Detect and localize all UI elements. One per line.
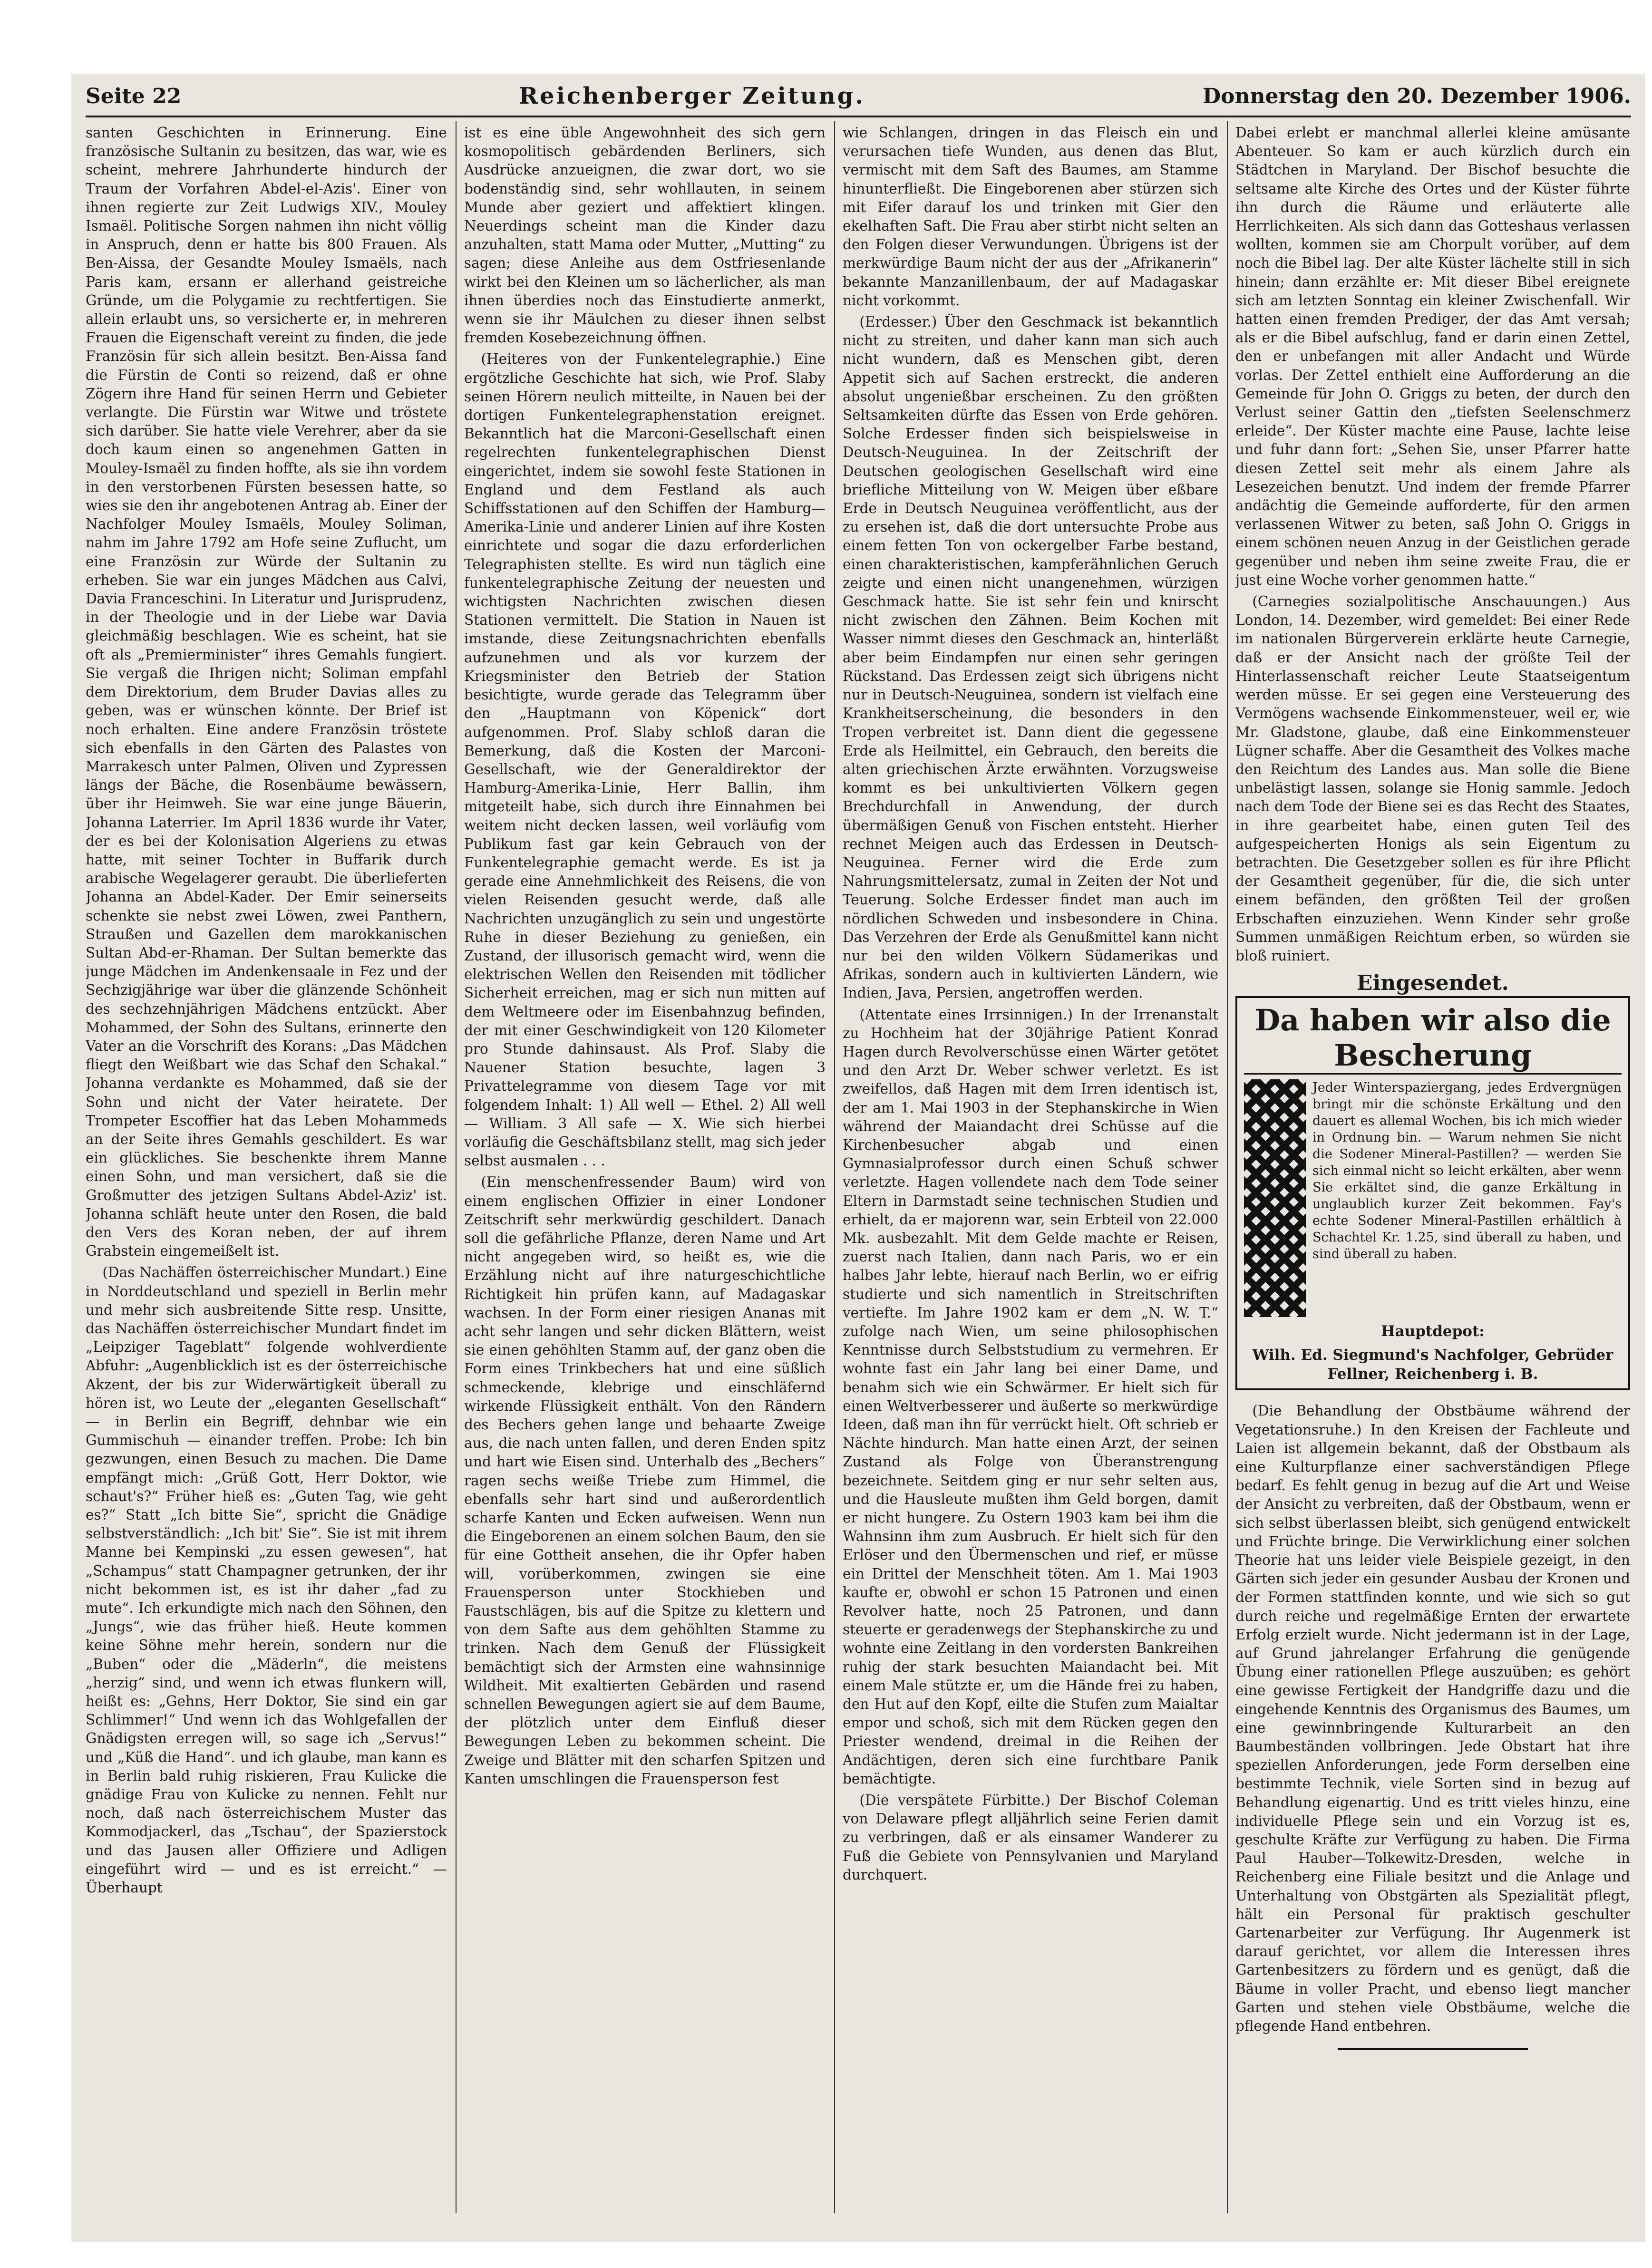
article-obstbaeume: (Die Behandlung der Obstbäume während der Vegetationsruhe.) In den Kreisen der Fachleute und Laien ist allgemein bekannt, daß der Obstbaum als eine Kulturpflanze einer sachverständigen Pflege bedarf. Es fehlt genug in bezug auf die Art und Weise der Ansicht zu verbreiten, daß der Obstbaum, wenn er sich selbst überlassen bleibt, sich genügend entwickelt und Früchte bringe. Die Verwirklichung einer solchen Theorie hat uns leider viele Beispiele gezeigt, in den Gärten sich jeder ein gesunder Ausbau der Kronen und der Formen stattfinden konnte, und wie sich so gut durch reiche und regelmäßige Ernten der erwartete Erfolg erzielt wurde. Nicht jedermann ist in der Lage, auf Grund jahrelanger Erfahrung die genügende Übung einer rationellen Pflege auszuüben; es gehört eine gewisse Fertigkeit der Handgriffe dazu und die eingehende Kenntnis des Organismus des Baumes, um eine gewinnbringende Kulturarbeit an den Baumbeständen vollbringen. Jede Obstart hat ihre speziellen Anforderungen, jede Form derselben eine bestimmte Technik, viele Sorten sind in bezug auf Behandlung eigenartig. Und es tritt vieles hinzu, eine individuelle Pflege sein und ein Vorzug ist es, geschulte Kräfte zur Verfügung zu haben. Die Firma Paul Hauber—Tolkewitz-Dresden, welche in Reichenberg eine Filiale besitzt und die Anlage und Unterhaltung von Obstgärten als Spezialität pflegt, hält ein Personal für praktisch geschulter Gartenarbeiter zur Verfügung. Ihr Augenmerk ist darauf gerichtet, vor allem die Interessen ihres Gartenbesitzers zu fördern und es genügt, daß die Bäume in voller Pracht, und ebenso liegt mancher Garten und stehen viele Obstbäume, welche die pflegende Hand entbehren. <box>1235 1403 1630 2035</box>
article-mundart-cont: ist es eine üble Angewohnheit des sich gern kosmopolitisch gebärdenden Berliners, sich Ausdrücke anzueignen, die zwar dort, wo sie bodenständig sind, sehr wohllauten, in seinem Munde aber geziert und affektiert klingen. Neuerdings scheint man die Kinder dazu anzuhalten, statt Mama oder Mutter, „Mutting“ zu sagen; diese Anleihe aus dem Ostfriesenlande wirkt bei den Kleinen um so lächerlicher, als man ihnen überdies noch das Einstudierte anmerkt, wenn sie ihr Mäulchen zu dieser ihnen selbst fremden Kosebezeichnung öffnen. <box>464 125 826 346</box>
ad-text: Jeder Winterspaziergang, jedes Erdvergnügen bringt mir die schönste Erkältung und den dauert es allemal Wochen, bis ich mich wieder in Ordnung bin. — Warum nehmen Sie nicht die Sodener Mineral-Pastillen? — werden Sie sich einmal nicht so leicht erkälten, aber wenn Sie erkältet sind, die ganze Erkältung in unglaublich kurzer Zeit bekommen. Fay's echte Sodener Mineral-Pastillen erhältlich à Schachtel Kr. 1.25, sind überall zu haben, und sind überall zu haben. <box>1312 1080 1622 1262</box>
ad-footer: Wilh. Ed. Siegmund's Nachfolger, Gebrüder Fellner, Reichenberg i. B. <box>1252 1347 1613 1383</box>
page-number: Seite 22 <box>86 84 182 108</box>
end-rule <box>1338 2048 1528 2050</box>
column-divider <box>456 121 457 2213</box>
column-1 <box>86 124 447 2206</box>
article-funkentelegraphie: (Heiteres von der Funkentelegraphie.) Eine ergötzliche Geschichte hat sich, wie Prof. Slaby seinen Hörern neulich mitteilte, in Nauen bei der dortigen Funkentelegraphenstation ereignet. Bekanntlich hat die Marconi-Gesellschaft einen regelrechten funkentelegraphischen Dienst eingerichtet, indem sie sowohl feste Stationen in England und dem Festland als auch Schiffsstationen auf den Schiffen der Hamburg—Amerika-Linie und anderer Linien auf ihre Kosten einrichtete und sogar die dazu erforderlichen Telegraphisten stellte. Es wird nun täglich eine funkentelegraphische Zeitung der neuesten und wichtigsten Nachrichten zwischen diesen Stationen vermittelt. Die Station in Nauen ist imstande, diese Zeitungsnachrichten ebenfalls aufzunehmen und als vor kurzem der Kriegsminister den Betrieb der Station besichtigte, wurde gerade das Telegramm über den „Hauptmann von Köpenick“ dort aufgenommen. Prof. Slaby schloß daran die Bemerkung, daß die Kosten der Marconi-Gesellschaft, wie der Generaldirektor der Hamburg-Amerika-Linie, Herr Ballin, ihm mitgeteilt habe, sich durch ihre Einnahmen bei weitem nicht decken lassen, weil vorläufig vom Publikum fast gar kein Gebrauch von der Funkentelegraphie gemacht werde. Es ist ja gerade eine Annehmlichkeit des Reisens, die von vielen Reisenden gesucht werde, daß alle Nachrichten unzugänglich zu sein und ungestörte Ruhe in dieser Beziehung zu genießen, ein Zustand, der illusorisch gemacht wird, wenn die elektrischen Wellen den Reisenden mit tödlicher Sicherheit erreichen, mag er sich nun mitten auf dem Weltmeere oder im Eisenbahnzug befinden, der mit einer Geschwindigkeit von 120 Kilometer pro Stunde dahinsaust. Als Prof. Slaby die Nauener Station besuchte, lagen 3 Privattelegramme von diesem Tage vor mit folgendem Inhalt: 1) All well — Ethel. 2) All well — William. 3 All safe — X. Wie sich hierbei vorläufig die Geschäftsbilanz stellt, mag sich jeder selbst ausmalen . . . <box>464 351 826 1169</box>
article-sultanin: santen Geschichten in Erinnerung. Eine französische Sultanin zu besitzen, das war, wie es scheint, mehrere Jahrhunderte hindurch der Traum der Vorfahren Abdel-el-Azis'. Einer von ihnen regierte zur Zeit Ludwigs XIV., Mouley Ismaël. Politische Sorgen nahmen ihn nicht völlig in Anspruch, denn er hatte bis 800 Frauen. Als Ben-Aissa, der Gesandte Mouley Ismaëls, nach Paris kam, ersann er allerhand geistreiche Gründe, um die Polygamie zu rechtfertigen. Sie allein erlaubt uns, so versicherte er, in mehreren Frauen die Eigenschaft vereint zu finden, die jede Französin für sich allein besitzt. Ben-Aissa fand die Fürstin de Conti so reizend, daß er ohne Zögern ihre Hand für seinen Herrn und Gebieter verlangte. Die Fürstin war Witwe und tröstete sich darüber. Sie hatte viele Verehrer, aber da sie doch kaum einen so angenehmen Gatten in Mouley-Ismaël zu finden hoffte, als sie ihn vordem in den verstorbenen Fürsten besessen hatte, so wies sie den ihr angebotenen Antrag ab. Einer der Nachfolger Mouley Ismaëls, Mouley Soliman, nahm im Jahre 1792 am Hofe seine Zuflucht, um eine Französin zur Würde der Sultanin zu erheben. Sie war ein junges Mädchen aus Calvi, Davia Franceschini. In Literatur und Jurisprudenz, in der Theologie und in der Liebe war Davia gleichmäßig beschlagen. Wie es scheint, hat sie oft als „Premierminister“ ihres Gemahls fungiert. Sie vergaß die Ihrigen nicht; Soliman empfahl dem Direktorium, dem Bruder Davias alles zu geben, was er wünschen könnte. Der Brief ist noch erhalten. Eine andere Französin tröstete sich ebenfalls in den Gärten des Palastes von Marrakesch unter Palmen, Oliven und Zypressen längs der Bäche, die Rosenbäume bewässern, über ihr Heimweh. Sie war eine junge Bäuerin, Johanna Laterrier. Im April 1836 wurde ihr Vater, der es bei der Kolonisation Algeriens zu etwas hatte, mit seiner Tochter in Buffarik durch arabische Wegelagerer geraubt. Die überlieferten Johanna an Abdel-Kader. Der Emir seinerseits schenkte sie nebst zwei Löwen, zwei Panthern, Straußen und Gazellen dem marokkanischen Sultan Abd-er-Rhaman. Der Sultan bemerkte das junge Mädchen im Andenkensaale in Fez und der Sechzigjährige war über die glänzende Schönheit des sechzehnjährigen Mädchens entzückt. Aber Mohammed, der Sohn des Sultans, erinnerte den Vater an die Vorschrift des Korans: „Das Mädchen fliegt den Weißbart wie das Schaf den Schakal.“ Johanna verdankte es Mohammed, daß sie der Sohn und nicht der Vater heiratete. Der Trompeter Escoffier hat das Leben Mohammeds an der Seite ihres Gemahls geschildert. Es war ein glückliches. Sie beschenkte ihrem Manne einen Sohn, und man versichert, daß sie die Großmutter des jetzigen Sultans Abdel-Aziz' ist. Johanna schläft heute unter den Rosen, die bald den Vers des Koran neben, der auf ihrem Grabstein eingemeißelt ist. <box>86 125 447 1260</box>
column-divider <box>834 121 835 2213</box>
ad-headline: Da haben wir also die Bescherung <box>1244 1003 1622 1075</box>
article-baum: (Ein menschenfressender Baum) wird von einem englischen Offizier in einer Londoner Zeitschrift sehr merkwürdig geschildert. Danach soll die gefährliche Pflanze, deren Name und Art nicht angegeben wird, so heißt es, wie die Erzählung nicht auf ihre naturgeschichtliche Richtigkeit hin prüfen kann, auf Madagaskar wachsen. In der Form einer riesigen Ananas mit acht sehr langen und sehr dicken Blättern, weist sie einen gehöhlten Stamm auf, der ganz oben die Form eines Trinkbechers hat und eine süßlich schmeckende, klebrige und einschläfernd wirkende Flüssigkeit enthält. Von den Rändern des Bechers gehen lange und behaarte Zweige aus, die nach unten fallen, und deren Enden spitz und hart wie Eisen sind. Unterhalb des „Bechers“ ragen sechs weiße Triebe zum Himmel, die ebenfalls sehr hart sind und außerordentlich scharfe Kanten und Ecken aufweisen. Wenn nun die Eingeborenen an einem solchen Baum, den sie für eine Gottheit ansehen, die ihr Opfer haben will, vorüberkommen, zwingen sie eine Frauensperson unter Stockhieben und Faustschlägen, bis auf die Spitze zu klettern und von dem Safte aus dem gehöhlten Stamme zu trinken. Nach dem Genuß der Flüssigkeit bemächtigt sich der Armsten eine wahnsinnige Wildheit. Mit exaltierten Gebärden und rasend schnellen Bewegungen agiert sie auf dem Baume, der plötzlich unter dem Einfluß dieser Bewegungen Leben zu bekommen scheint. Die Zweige und Blätter mit den scharfen Spitzen und Kanten umschlingen die Frauensperson fest <box>464 1174 826 1787</box>
column-3 <box>843 124 1218 2206</box>
article-fuerbitte-cont: Dabei erlebt er manchmal allerlei kleine amüsante Abenteuer. So kam er auch kürzlich durch ein Städtchen in Maryland. Der Bischof besuchte die seltsame alte Kirche des Ortes und der Küster führte ihn durch die Räume und erläuterte alle Herrlichkeiten. Als sich dann das Gotteshaus verlassen wollten, kommen sie am Chorpult vorüber, auf dem noch die Bibel lag. Der alte Küster lächelte still in sich hinein; dann erzählte er: Mit dieser Bibel ereignete sich am letzten Sonntag ein kleiner Zwischenfall. Wir hatten einen fremden Prediger, der das Amt versah; als er die Bibel aufschlug, fand er darin einen Zettel, den er unbefangen mit aller Andacht und Würde vorlas. Der Zettel enthielt eine Aufforderung an die Gemeinde für John O. Griggs zu beten, der durch den Verlust seiner Gattin den „tiefsten Seelenschmerz erleide“. Der Küster machte eine Pause, lachte leise und fuhr dann fort: „Sehen Sie, unser Pfarrer hatte diesen Zettel seit mehr als einem Jahre als Lesezeichen benutzt. Und indem der fremde Pfarrer andächtig die Gemeinde aufforderte, für den armen verlassenen Witwer zu beten, saß John O. Griggs in einem schönen neuen Anzug in der Geistlichen gerade gegenüber und neben ihm seine zweite Frau, die er just eine Woche vorher genommen hatte.“ <box>1235 125 1630 588</box>
ad-ornament <box>1244 1079 1306 1317</box>
column-2 <box>464 124 826 2206</box>
page-header <box>86 79 1631 113</box>
issue-date: Donnerstag den 20. Dezember 1906. <box>1202 84 1631 108</box>
article-carnegie: (Carnegies sozialpolitische Anschauungen.) Aus London, 14. Dezember, wird gemeldet: Bei einer Rede im nationalen Bürgerverein erklärte heute Carnegie, daß er der Ansicht nach der größte Teil der Hinterlassenschaft reicher Leute Staatseigentum werden müsse. Er sei gegen eine Versteuerung des Vermögens wachsende Einkommensteuer, weil er, wie Mr. Gladstone, glaube, daß eine Einkommensteuer Lügner schaffe. Aber die Gesamtheit des Volkes mache den Reichtum des Landes aus. Man solle die Biene unbelästigt lassen, solange sie Honig sammle. Jedoch nach dem Tode der Biene sei es das Recht des Staates, in ihre gearbeitet habe, einen guten Teil des aufgespeicherten Honigs als sein Eigentum zu betrachten. Die Gesetzgeber sollen es für ihre Pflicht der Gesamtheit gegenüber, für die, die sich unter einem befänden, den größten Teil der großen Erbschaften einzuziehen. Wenn Kinder sehr große Summen unmäßigen Reichtum erben, so würden sie bloß ruiniert. <box>1235 593 1630 964</box>
article-erdesser: (Erdesser.) Über den Geschmack ist bekanntlich nicht zu streiten, und daher kann man sich auch nicht wundern, daß es Menschen gibt, deren Appetit sich auf Sachen erstreckt, die anderen absolut ungenießbar erscheinen. Zu den größten Seltsamkeiten dürfte das Essen von Erde gehören. Solche Erdesser finden sich beispielsweise in Deutsch-Neuguinea. In der Zeitschrift der Deutschen geologischen Gesellschaft wird eine briefliche Mitteilung von W. Meigen über eßbare Erde in Deutsch Neuguinea veröffentlicht, aus der zu ersehen ist, daß die dort untersuchte Probe aus einem fetten Ton von ockergelber Farbe bestand, einen charakteristischen, kampferähnlichen Geruch zeigte und einen nicht unangenehmen, würzigen Geschmack hatte. Sie ist sehr fein und knirscht nicht zwischen den Zähnen. Beim Kochen mit Wasser nimmt dieses den Geschmack an, hinterläßt aber beim Eindampfen nur einen sehr geringen Rückstand. Das Erdessen zeigt sich übrigens nicht nur in Deutsch-Neuguinea, sondern ist vielfach eine Krankheitserscheinung, die besonders in den Tropen verbreitet ist. Dann dient die gegessene Erde als Heilmittel, ein Gebrauch, den bereits die alten griechischen Ärzte erwähnten. Vorzugsweise kommt es bei unkultivierten Völkern gegen Brechdurchfall in Anwendung, der durch übermäßigen Genuß von Fischen entsteht. Hierher rechnet Meigen auch das Erdessen in Deutsch-Neuguinea. Ferner wird die Erde zum Nahrungsmittelersatz, zumal in Zeiten der Not und Teuerung. Solche Erdesser findet man auch im nördlichen Schweden und insbesondere in China. Das Verzehren der Erde als Genußmittel kann nicht nur bei den wilden Völkern Südamerikas und Afrikas, sondern auch in kultivierten Ländern, wie Indien, Java, Persien, angetroffen werden. <box>843 314 1218 1001</box>
newspaper-page <box>71 74 1645 2242</box>
article-fuerbitte: (Die verspätete Fürbitte.) Der Bischof Coleman von Delaware pflegt alljährlich seine Ferien damit zu verbringen, daß er als einsamer Wanderer zu Fuß die Gebiete von Pennsylvanien und Maryland durchquert. <box>843 1792 1218 1883</box>
article-mundart: (Das Nachäffen österreichischer Mundart.) Eine in Norddeutschland und speziell in Berlin mehr und mehr sich ausbreitende Sitte resp. Unsitte, das Nachäffen österreichischer Mundart findet im „Leipziger Tageblatt“ folgende wohlverdiente Abfuhr: „Augenblicklich ist es der österreichische Akzent, der bis zur Widerwärtigkeit überall zu hören ist, wo Leute der „eleganten Gesellschaft“ — in Berlin ein Begriff, dehnbar wie ein Gummischuh — einander treffen. Probe: Ich bin gezwungen, einen Besuch zu machen. Die Dame empfängt mich: „Grüß Gott, Herr Doktor, wie schaut's?“ Früher hieß es: „Guten Tag, wie geht es?“ Statt „Ich bitte Sie“, spricht die Gnädige selbstverständlich: „Ich bit' Sie“. Sie ist mit ihrem Manne bei Kempinski „zu essen gewesen“, hat „Schampus“ statt Champagner getrunken, der ihr nicht bekommen ist, es ist ihr daher „fad zu mute“. Ich erkundigte mich nach den Söhnen, den „Jungs“, wie das früher hieß. Heute kommen keine Söhne mehr herein, sondern nur die „Buben“ oder die „Mäderln“, die meistens „herzig“ sind, und wenn ich etwas flunkern will, heißt es: „Gehns, Herr Doktor, Sie sind ein gar Schlimmer!“ Und wenn ich das Wohlgefallen der Gnädigsten erregen will, so sage ich „Servus!“ und „Küß die Hand“. und ich glaube, man kann es in Berlin bald ruhig riskieren, Frau Kulicke die gnädige Frau von Kulicke zu nennen. Fehlt nur noch, daß nach österreichischem Muster das Kommodjackerl, das „Tschau“, der Spazierstock und das Jausen aller Offiziere und Adligen eingeführt wird — und es ist erreicht.“ — Überhaupt <box>86 1264 447 1896</box>
article-attentate: (Attentate eines Irrsinnigen.) In der Irrenanstalt zu Hochheim hat der 30jährige Patient Konrad Hagen durch Revolverschüsse einen Wärter getötet und den Arzt Dr. Weber schwer verletzt. Es ist zweifellos, daß Hagen mit dem Irren identisch ist, der am 1. Mai 1903 in der Stephanskirche in Wien während der Maiandacht drei Schüsse auf die Kirchenbesucher abgab und einen Gymnasialprofessor durch einen Schuß schwer verletzte. Hagen vollendete nach dem Tode seiner Eltern in Darmstadt seine technischen Studien und erhielt, da er majorenn war, sein Erbteil von 22.000 Mk. ausbezahlt. Mit dem Gelde machte er Reisen, zuerst nach Italien, dann nach Paris, wo er ein halbes Jahr lebte, hierauf nach Berlin, wo er eifrig studierte und sich namentlich in Streitschriften vertiefte. Im Jahre 1902 kam er dem „N. W. T.“ zufolge nach Wien, um seine philosophischen Kenntnisse durch Selbststudium zu vermehren. Er wohnte fast ein Jahr lang bei einer Dame, und benahm sich wie ein Schwärmer. Er hielt sich für einen Weltverbesserer und äußerte so merkwürdige Ideen, daß man ihn für verrückt hielt. Oft schrieb er Nächte hindurch. Man hatte einen Arzt, der seinen Zustand als Folge von Überanstrengung bezeichnete. Seitdem ging er nur sehr selten aus, und die Hausleute mußten ihm Geld borgen, damit er nicht hungere. Zu Ostern 1903 kam bei ihm die Wahnsinn ihm zum Ausbruch. Er hielt sich für den Erlöser und den Übermenschen und rief, er müsse ein Drittel der Menschheit töten. Am 1. Mai 1903 kaufte er, obwohl er schon 15 Patronen und einen Revolver hatte, noch 25 Patronen, und dann steuerte er geradenwegs der Stephanskirche zu und wohnte eine Zeitlang in den vordersten Bankreihen ruhig der stark besuchten Maiandacht bei. Mit einem Male stützte er, um die Hände frei zu haben, den Hut auf den Kopf, eilte die Stufen zum Maialtar empor und schoß, sich mit dem Rücken gegen den Priester wendend, dreimal in die Reihen der Andächtigen, deren sich eine furchtbare Panik bemächtigte. <box>843 1006 1218 1787</box>
masthead: Reichenberger Zeitung. <box>519 83 865 109</box>
article-baum-cont: wie Schlangen, dringen in das Fleisch ein und verursachen tiefe Wunden, aus denen das Blut, vermischt mit dem Saft des Baumes, am Stamme hinunterfließt. Die Eingeborenen aber stürzen sich mit Eifer darauf los und trinken mit Gier den ekelhaften Saft. Die Frau aber stirbt nicht selten an den Folgen dieser Verwundungen. Übrigens ist der merkwürdige Baum nicht der aus der „Afrikanerin“ bekannte Manzanillenbaum, der auf Madagaskar nicht vorkommt. <box>843 125 1218 309</box>
header-rule <box>86 116 1631 117</box>
advertisement <box>1235 996 1630 1390</box>
eingesendet-heading: Eingesendet. <box>1356 971 1509 996</box>
ad-footer-label: Hauptdepot: <box>1381 1323 1485 1340</box>
column-divider <box>1227 121 1228 2213</box>
column-4 <box>1235 124 1630 2206</box>
ad-body <box>1244 1079 1622 1317</box>
